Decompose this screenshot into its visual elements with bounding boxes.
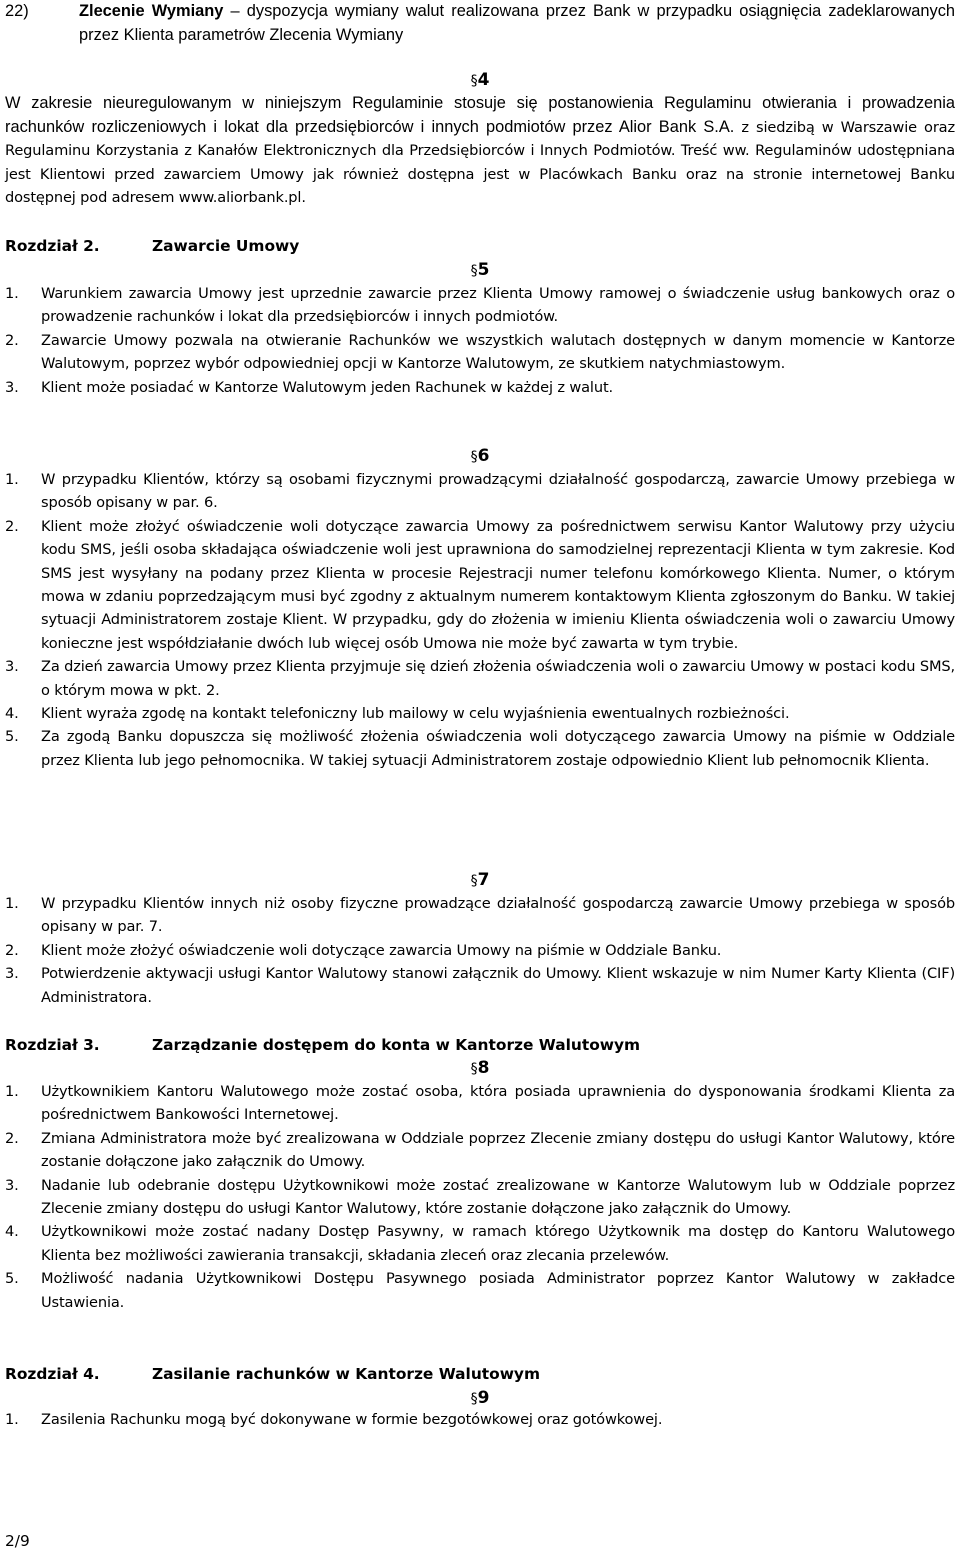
list-item-text: Zawarcie Umowy pozwala na otwieranie Rachunków we wszystkich walutach dostępnych w danym momencie w Kantorze Walutowym, poprzez wybór odpowiedniej opcji w Kantorze Walutowym, ze skutkiem natychmiastowym. (41, 331, 955, 373)
list-item-number: 1. (5, 285, 19, 302)
section-7-list (5, 892, 955, 1009)
list-item (5, 1220, 955, 1267)
list-item-number: 2. (5, 331, 19, 349)
section-8-list (5, 1080, 955, 1314)
list-item-number: 2. (5, 941, 19, 959)
list-item (5, 282, 955, 329)
list-item (5, 468, 955, 515)
list-item-number: 3. (5, 378, 19, 396)
list-item (5, 1267, 955, 1314)
list-item-number: 3. (5, 1176, 19, 1194)
chapter-title: Zarządzanie dostępem do konta w Kantorze Walutowym (152, 1036, 641, 1054)
list-item (5, 725, 955, 772)
chapter-heading-4 (5, 1362, 955, 1386)
chapter-number: Rozdział 4. (5, 1365, 100, 1383)
list-item (5, 329, 955, 376)
list-item-text: Możliwość nadania Użytkownikowi Dostępu Pasywnego posiada Administrator poprzez Kantor Walutowy w zakładce Ustawienia. (41, 1270, 955, 1311)
list-item-number: 4. (5, 1223, 19, 1241)
page-number: 2/9 (5, 1532, 30, 1550)
list-item (5, 1127, 955, 1174)
list-item-number: 4. (5, 705, 19, 723)
chapter-number: Rozdział 3. (5, 1036, 100, 1054)
list-item-text: Klient wyraża zgodę na kontakt telefoniczny lub mailowy w celu wyjaśnienia ewentualnych rozbieżności. (41, 705, 790, 723)
list-item-text: Użytkownikiem Kantoru Walutowego może zostać osoba, która posiada uprawnienia do dysponowania środkami Klienta za pośrednictwem Bankowości Internetowej. (41, 1083, 955, 1124)
paragraph-part-2: z siedzibą w Warszawie oraz Regulaminu Korzystania z Kanałów Elektronicznych dla Przedsiębiorców i Innych Podmiotów. Treść ww. Regulaminów udostępniana jest Klientowi przed zawarciem Umowy jak również dostępna jest w Placówkach Banku oraz na stronie internetowej Banku dostępnej pod adresem www.aliorbank.pl. (5, 118, 955, 206)
section-number: 4 (477, 70, 490, 90)
section-symbol: § (470, 1391, 478, 1407)
list-item-text: Potwierdzenie aktywacji usługi Kantor Walutowy stanowi załącznik do Umowy. Klient wskazuje w nim Numer Karty Klienta (CIF) Administratora. (41, 965, 955, 1006)
item-description: – dyspozycja wymiany walut realizowana przez Bank w przypadku osiągnięcia zadeklarowanych przez Klienta parametrów Zlecenia Wymiany (79, 2, 956, 44)
section-heading-5 (5, 258, 955, 283)
list-item-text: Nadanie lub odebranie dostępu Użytkownikowi może zostać zrealizowane w Kantorze Walutowym lub w Oddziale poprzez Zlecenie zmiany dostępu do usługi Kantor Walutowy, które zostanie dołączone jako załącznik do Umowy. (41, 1176, 955, 1218)
list-item (5, 962, 955, 1009)
section-symbol: § (470, 263, 478, 279)
list-item-text: Klient może złożyć oświadczenie woli dotyczące zawarcia Umowy na piśmie w Oddziale Banku. (41, 941, 722, 959)
list-item-text: Zmiana Administratora może być zrealizowana w Oddziale poprzez Zlecenie zmiany dostępu do usługi Kantor Walutowy, które zostanie dołączone jako załącznik do Umowy. (41, 1129, 955, 1171)
section-number: 6 (477, 446, 490, 466)
list-item-text: W przypadku Klientów, którzy są osobami fizycznymi prowadzącymi działalność gospodarczą, zawarcie Umowy przebiega w sposób opisany w par. 6. (41, 471, 955, 512)
list-item-text: Klient może posiadać w Kantorze Walutowym jeden Rachunek w każdej z walut. (41, 378, 614, 396)
section-heading-6 (5, 444, 955, 469)
section-symbol: § (470, 873, 478, 889)
list-item (5, 1174, 955, 1221)
chapter-number: Rozdział 2. (5, 237, 100, 255)
list-item (5, 515, 955, 655)
section-heading-7 (5, 868, 955, 893)
list-item (5, 892, 955, 939)
chapter-title: Zasilanie rachunków w Kantorze Walutowym (152, 1365, 540, 1383)
list-item-text: Użytkownikowi może zostać nadany Dostęp Pasywny, w ramach którego Użytkownik ma dostęp do Kantoru Walutowego Klienta bez możliwości zawierania transakcji, składania zleceń oraz zlecania przelewów. (41, 1223, 955, 1264)
list-item-number: 1. (5, 895, 19, 912)
list-item-number: 3. (5, 965, 19, 983)
section-symbol: § (470, 1061, 478, 1077)
list-item-number: 1. (5, 1411, 19, 1428)
item-term: Zlecenie Wymiany (79, 2, 224, 20)
paragraph-part-1: W zakresie nieuregulowanym w niniejszym Regulaminie stosuje się postanowienia Regulaminu otwierania i prowadzenia rachunków rozliczeniowych i lokat dla przedsiębiorców i innych podmiotów przez Alior Bank S.A. (5, 94, 955, 136)
chapter-title: Zawarcie Umowy (152, 237, 300, 255)
list-item-text: Za zgodą Banku dopuszcza się możliwość złożenia oświadczenia woli dotyczącego zawarcia Umowy na piśmie w Oddziale przez Klienta lub jego pełnomocnika. W takiej sytuacji Administratorem zostaje odpowiednio Klient lub pełnomocnik Klienta. (41, 728, 955, 769)
section-symbol: § (470, 73, 478, 89)
section-9-list (5, 1408, 955, 1431)
list-item-number: 2. (5, 517, 19, 535)
section-number: 7 (477, 870, 490, 890)
list-item (5, 655, 955, 702)
definition-item-22 (5, 0, 955, 47)
list-item-text: Warunkiem zawarcia Umowy jest uprzednie zawarcie przez Klienta Umowy ramowej o świadczenie usług bankowych oraz o prowadzenie rachunków i lokat dla przedsiębiorców i innych podmiotów. (41, 285, 955, 326)
chapter-heading-3 (5, 1033, 955, 1057)
list-item-number: 5. (5, 1270, 19, 1288)
section-heading-8 (5, 1056, 955, 1081)
section-5-list (5, 282, 955, 399)
section-4-paragraph (5, 92, 955, 209)
list-item (5, 939, 955, 962)
section-number: 5 (477, 260, 490, 280)
list-item (5, 702, 955, 725)
list-item-number: 1. (5, 471, 19, 488)
item-text (79, 0, 955, 47)
section-number: 9 (477, 1388, 490, 1408)
list-item (5, 376, 955, 399)
list-item-number: 3. (5, 658, 19, 676)
list-item-text: W przypadku Klientów innych niż osoby fizyczne prowadzące działalność gospodarczą zawarcie Umowy przebiega w sposób opisany w par. 7. (41, 895, 955, 936)
item-number: 22) (5, 2, 29, 20)
chapter-heading-2 (5, 234, 955, 258)
section-number: 8 (477, 1058, 490, 1078)
list-item (5, 1080, 955, 1127)
list-item-text: Za dzień zawarcia Umowy przez Klienta przyjmuje się dzień złożenia oświadczenia woli o zawarciu Umowy w postaci kodu SMS, o którym mowa w pkt. 2. (41, 658, 955, 699)
list-item-number: 1. (5, 1083, 19, 1100)
section-6-list (5, 468, 955, 772)
section-symbol: § (470, 449, 478, 465)
section-heading-4 (5, 68, 955, 93)
list-item (5, 1408, 955, 1431)
list-item-number: 2. (5, 1129, 19, 1147)
list-item-text: Zasilenia Rachunku mogą być dokonywane w formie bezgotówkowej oraz gotówkowej. (41, 1411, 663, 1428)
list-item-text: Klient może złożyć oświadczenie woli dotyczące zawarcia Umowy za pośrednictwem serwisu Kantor Walutowy przy użyciu kodu SMS, jeśli osoba składająca oświadczenie woli jest uprawniona do samodzielnej reprezentacji Klienta w tym zakresie. Kod SMS jest wysyłany na podany przez Klienta w procesie Rejestracji numer telefonu komórkowego Klienta. Numer, o którym mowa w zdaniu poprzedzającym musi być zgodny z aktualnym numerem kontaktowym Klienta zgłoszonym do Banku. W takiej sytuacji Administratorem zostaje Klient. W przypadku, gdy do złożenia w imieniu Klienta oświadczenia woli o zawarciu Umowy konieczne jest współdziałanie dwóch lub więcej osób Umowa nie może być zawarta w tym trybie. (41, 517, 955, 652)
list-item-number: 5. (5, 728, 19, 746)
